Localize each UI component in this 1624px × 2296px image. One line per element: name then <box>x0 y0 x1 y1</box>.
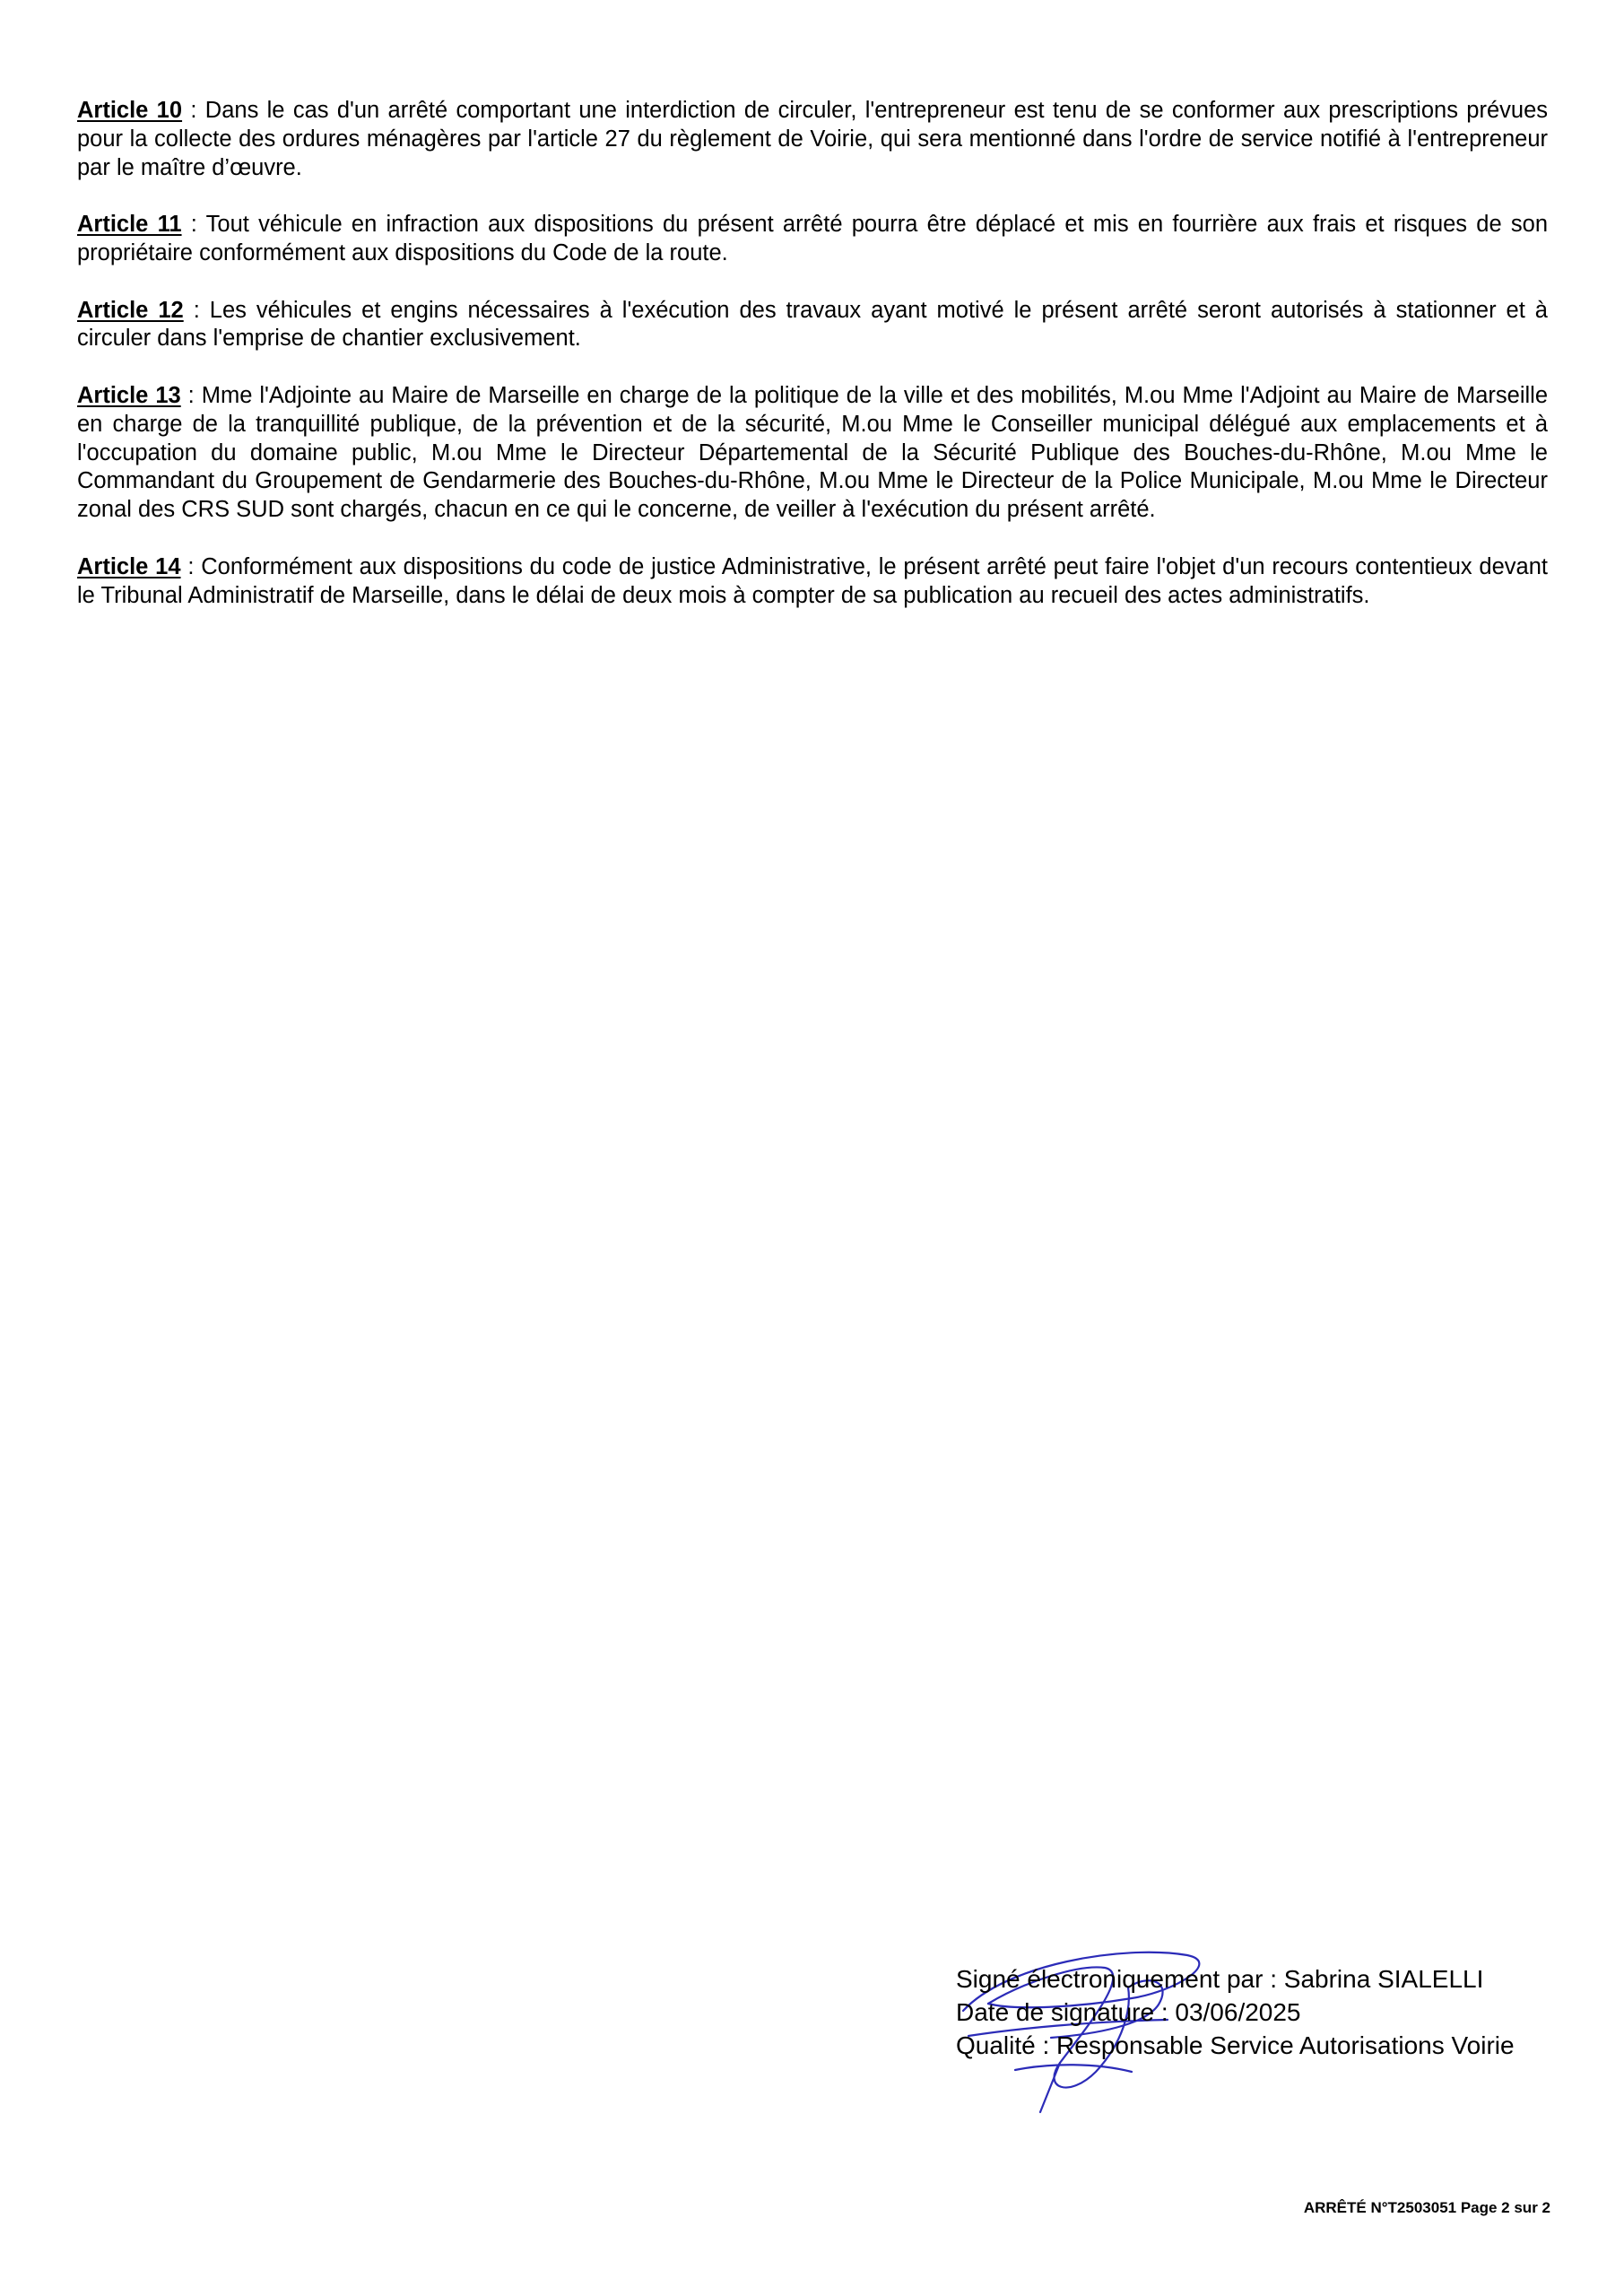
signature-date-line: Date de signature : 03/06/2025 <box>956 1998 1301 2026</box>
article-text: : Tout véhicule en infraction aux dispositions du présent arrêté pourra être déplacé et mis en fourrière aux frais et risques de son propriétaire conformément aux dispositions du Code de la route. <box>77 212 1549 265</box>
article-label: Article 11 <box>77 212 182 238</box>
article-label: Article 10 <box>77 98 183 123</box>
document-body <box>77 97 1548 639</box>
signature-block <box>956 1962 1548 2062</box>
article-11 <box>77 211 1548 268</box>
article-text: : Mme l'Adjointe au Maire de Marseille en charge de la politique de la ville et des mobilités, M.ou Mme l'Adjoint au Maire de Marseille en charge de la tranquillité publique, de la prévention et de la sécurité, M.ou Mme le Conseiller municipal délégué aux emplacements et à l'occupation du domaine public, M.ou Mme le Directeur Départemental de la Sécurité Publique des Bouches-du-Rhône, M.ou Mme le Commandant du Groupement de Gendarmerie des Bouches-du-Rhône, M.ou Mme le Directeur de la Police Municipale, M.ou Mme le Directeur zonal des CRS SUD sont chargés, chacun en ce qui le concerne, de veiller à l'exécution du présent arrêté. <box>77 382 1548 523</box>
article-13 <box>77 382 1548 525</box>
page-footer: ARRÊTÉ N°T2503051 Page 2 sur 2 <box>1303 2199 1550 2216</box>
article-label: Article 12 <box>77 297 184 323</box>
article-text: : Dans le cas d'un arrêté comportant une interdiction de circuler, l'entrepreneur est tenu de se conformer aux prescriptions prévues pour la collecte des ordures ménagères par l'article 27 du règlement de Voirie, qui sera mentionné dans l'ordre de service notifié à l'entrepreneur par le maître d’œuvre. <box>77 98 1549 180</box>
article-text: : Les véhicules et engins nécessaires à l'exécution des travaux ayant motivé le présent arrêté seront autorisés à stationner et à circuler dans l'emprise de chantier exclusivement. <box>77 297 1548 352</box>
article-12 <box>77 297 1548 354</box>
signer-quality-line: Qualité : Responsable Service Autorisations Voirie <box>956 2031 1515 2059</box>
article-label: Article 14 <box>77 553 181 579</box>
article-10 <box>77 97 1548 182</box>
article-14 <box>77 553 1548 611</box>
article-text: : Conformément aux dispositions du code de justice Administrative, le présent arrêté peut faire l'objet d'un recours contentieux devant le Tribunal Administratif de Marseille, dans le délai de deux mois à compter de sa publication au recueil des actes administratifs. <box>77 553 1548 608</box>
article-label: Article 13 <box>77 382 181 408</box>
signed-by-line: Signé électroniquement par : Sabrina SIALELLI <box>956 1965 1484 1993</box>
